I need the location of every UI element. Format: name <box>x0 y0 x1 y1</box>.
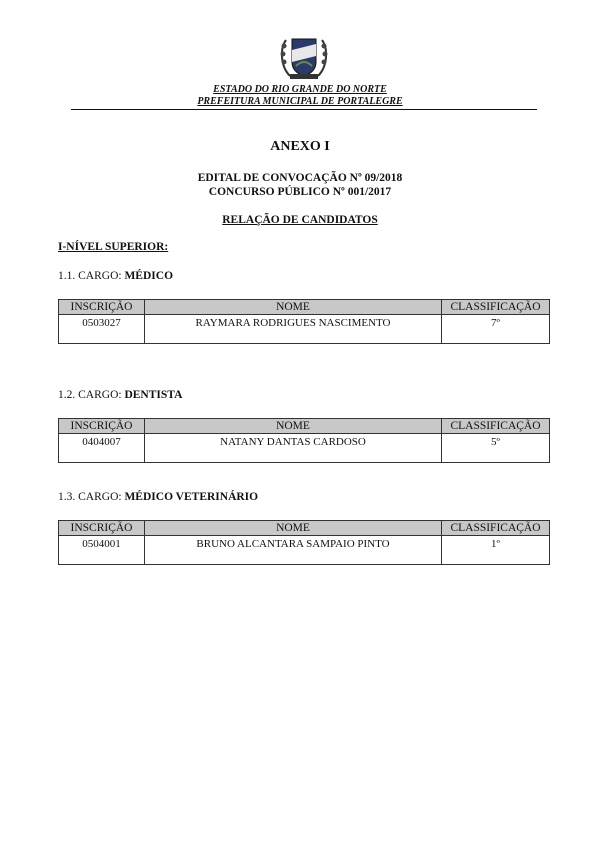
coat-of-arms-logo <box>274 36 334 82</box>
cargo-prefix: 1.3. CARGO: <box>58 491 122 503</box>
header-nome: NOME <box>145 419 442 434</box>
header-classificacao: CLASSIFICAÇÃO <box>442 300 550 315</box>
header-inscricao: INSCRIÇÃO <box>59 419 145 434</box>
candidates-table <box>58 299 550 344</box>
header-divider <box>71 109 537 110</box>
cell-classificacao: 1º <box>442 536 550 565</box>
header-inscricao: INSCRIÇÃO <box>59 300 145 315</box>
header-nome: NOME <box>145 521 442 536</box>
header-prefeitura: PREFEITURA MUNICIPAL DE PORTALEGRE <box>197 96 403 107</box>
cell-nome: NATANY DANTAS CARDOSO <box>145 434 442 463</box>
cargo-name: MÉDICO VETERINÁRIO <box>124 491 259 503</box>
cell-inscricao: 0504001 <box>59 536 145 565</box>
table-row <box>59 315 550 344</box>
candidates-table <box>58 418 550 463</box>
cell-nome: RAYMARA RODRIGUES NASCIMENTO <box>145 315 442 344</box>
cell-nome: BRUNO ALCANTARA SAMPAIO PINTO <box>145 536 442 565</box>
cargo-prefix: 1.1. CARGO: <box>58 270 122 282</box>
nivel-heading: I-NÍVEL SUPERIOR: <box>58 241 169 253</box>
edital-title: EDITAL DE CONVOCAÇÃO Nº 09/2018 <box>197 172 403 184</box>
cargo-name: DENTISTA <box>124 389 183 401</box>
cargo-heading <box>58 270 173 282</box>
cell-inscricao: 0404007 <box>59 434 145 463</box>
header-inscricao: INSCRIÇÃO <box>59 521 145 536</box>
cargo-heading <box>58 389 182 401</box>
table-header-row <box>59 521 550 536</box>
header-state: ESTADO DO RIO GRANDE DO NORTE <box>213 84 387 95</box>
cargo-name: MÉDICO <box>124 270 174 282</box>
cell-classificacao: 7º <box>442 315 550 344</box>
header-nome: NOME <box>145 300 442 315</box>
concurso-title: CONCURSO PÚBLICO Nº 001/2017 <box>208 186 392 198</box>
header-classificacao: CLASSIFICAÇÃO <box>442 419 550 434</box>
annex-title: ANEXO I <box>270 139 330 154</box>
cell-classificacao: 5º <box>442 434 550 463</box>
cargo-prefix: 1.2. CARGO: <box>58 389 122 401</box>
cargo-heading <box>58 491 258 503</box>
cell-inscricao: 0503027 <box>59 315 145 344</box>
table-header-row <box>59 300 550 315</box>
table-header-row <box>59 419 550 434</box>
table-row <box>59 434 550 463</box>
header-classificacao: CLASSIFICAÇÃO <box>442 521 550 536</box>
table-row <box>59 536 550 565</box>
relacao-title: RELAÇÃO DE CANDIDATOS <box>222 214 378 226</box>
candidates-table <box>58 520 550 565</box>
